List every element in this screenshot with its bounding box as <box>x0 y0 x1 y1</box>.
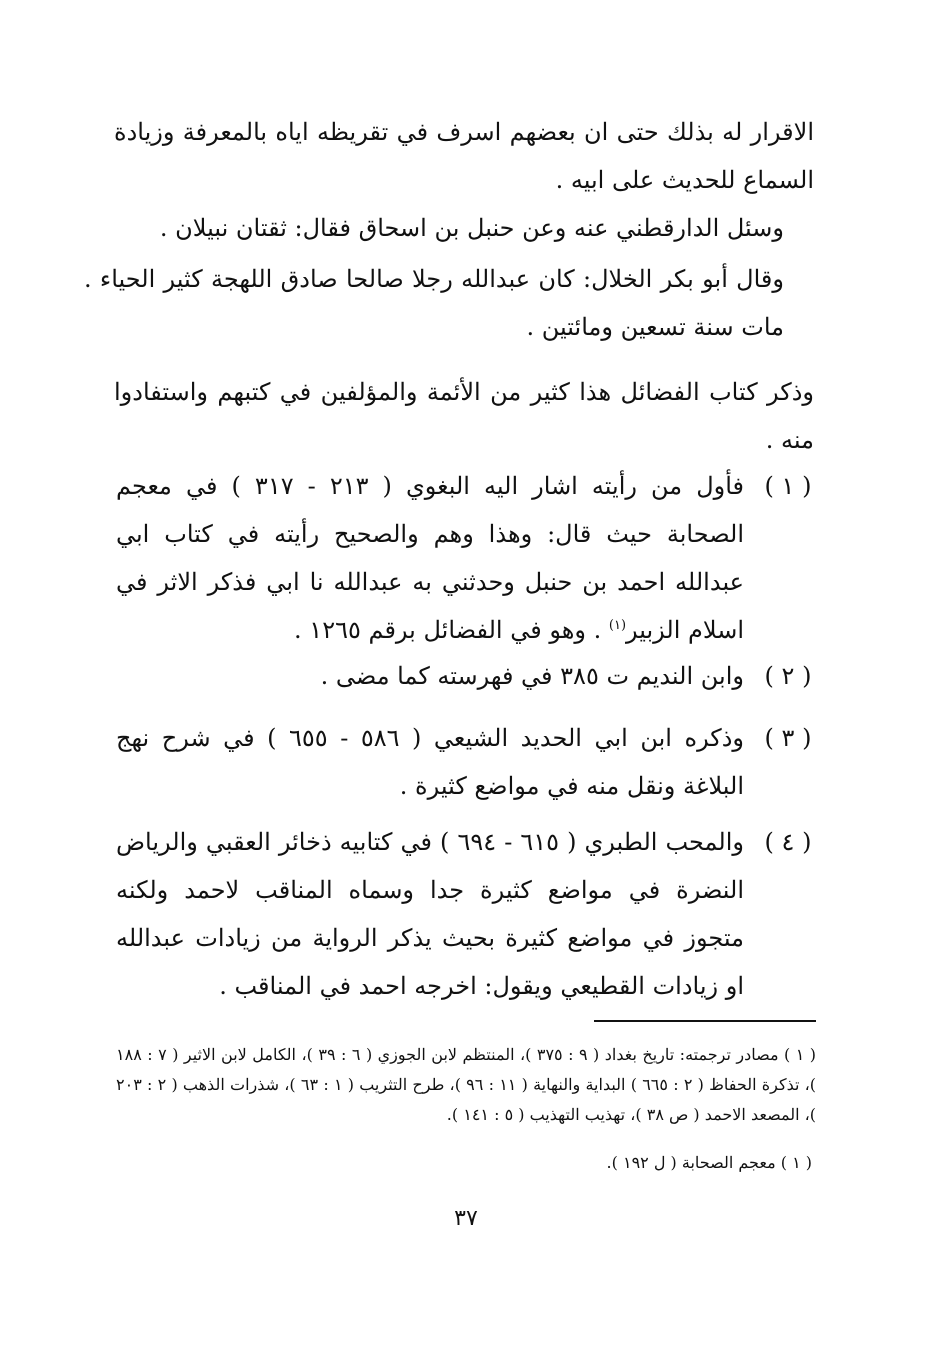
list-item-2 <box>116 652 816 700</box>
footnote-divider <box>594 1020 816 1022</box>
paragraph-2: وسئل الدارقطني عنه وعن حنبل بن اسحاق فقال: ثقتان نبيلان . <box>159 214 784 242</box>
list-item-number: ( ٢ ) <box>764 662 812 690</box>
list-item-text <box>116 462 744 654</box>
list-item-number: ( ٣ ) <box>764 724 812 752</box>
list-item-text-part: . وهو في الفضائل برقم ١٢٦٥ . <box>294 616 602 644</box>
list-item-3 <box>116 714 816 810</box>
footnote-ref: (١) <box>608 618 627 633</box>
footnote-2: ( ١ ) معجم الصحابة ( ل ١٩٢ ). <box>606 1153 812 1172</box>
list-item-text: وذكره ابن ابي الحديد الشيعي ( ٥٨٦ - ٦٥٥ ) في شرح نهج البلاغة ونقل منه في مواضع كثيرة . <box>116 724 745 800</box>
footnote-1: ( ١ ) مصادر ترجمته: تاريخ بغداد ( ٩ : ٣٧٥ )، المنتظم لابن الجوزي ( ٦ : ٣٩ )، الكامل لابن الاثير ( ٧ : ١٨٨ )، تذكرة الحفاظ ( ٢ : ٦٦٥ ) البداية والنهاية ( ١١ : ٩٦ )، طرح التثريب ( ١ : ٦٣ )، شذرات الذهب ( ٢ : ٢٠٣ )، المصعد الاحمد ( ص ٣٨ )، تهذيب التهذيب ( ٥ : ١٤١ ). <box>116 1045 817 1124</box>
list-item-number: ( ٤ ) <box>764 828 812 856</box>
paragraph-1: الاقرار له بذلك حتى ان بعضهم اسرف في تقريظه اياه بالمعرفة وزيادة السماع للحديث على ابيه . <box>114 118 814 194</box>
list-item-text: والمحب الطبري ( ٦١٥ - ٦٩٤ ) في كتابيه ذخائر العقبي والرياض النضرة في مواضع كثيرة جدا وسماه المناقب لاحمد ولكنه متجوز في مواضع كثيرة بحيث يذكر الرواية من زيادات عبدالله او زيادات القطيعي ويقول: اخرجه احمد في المناقب . <box>116 828 744 1000</box>
page-number: ٣٧ <box>454 1206 478 1231</box>
list-item-text-part: فأول من رأيته اشار اليه البغوي ( ٢١٣ - ٣١٧ ) في معجم الصحابة حيث قال: وهذا وهم والصحيح رأيته في كتاب ابي عبدالله احمد بن حنبل وحدثني به عبدالله نا ابي فذكر الاثر في اسلام الزبير <box>116 472 745 644</box>
paragraph-3: وقال أبو بكر الخلال: كان عبدالله رجلا صالحا صادق اللهجة كثير الحياء . مات سنة تسعين ومائتين . <box>84 265 784 341</box>
list-item-1 <box>116 462 816 654</box>
list-item-4 <box>116 818 816 1010</box>
list-item-number: ( ١ ) <box>764 472 812 500</box>
paragraph-4: وذكر كتاب الفضائل هذا كثير من الأئمة والمؤلفين في كتبهم واستفادوا منه . <box>114 378 814 454</box>
list-item-text: وابن النديم ت ٣٨٥ في فهرسته كما مضى . <box>320 662 744 690</box>
